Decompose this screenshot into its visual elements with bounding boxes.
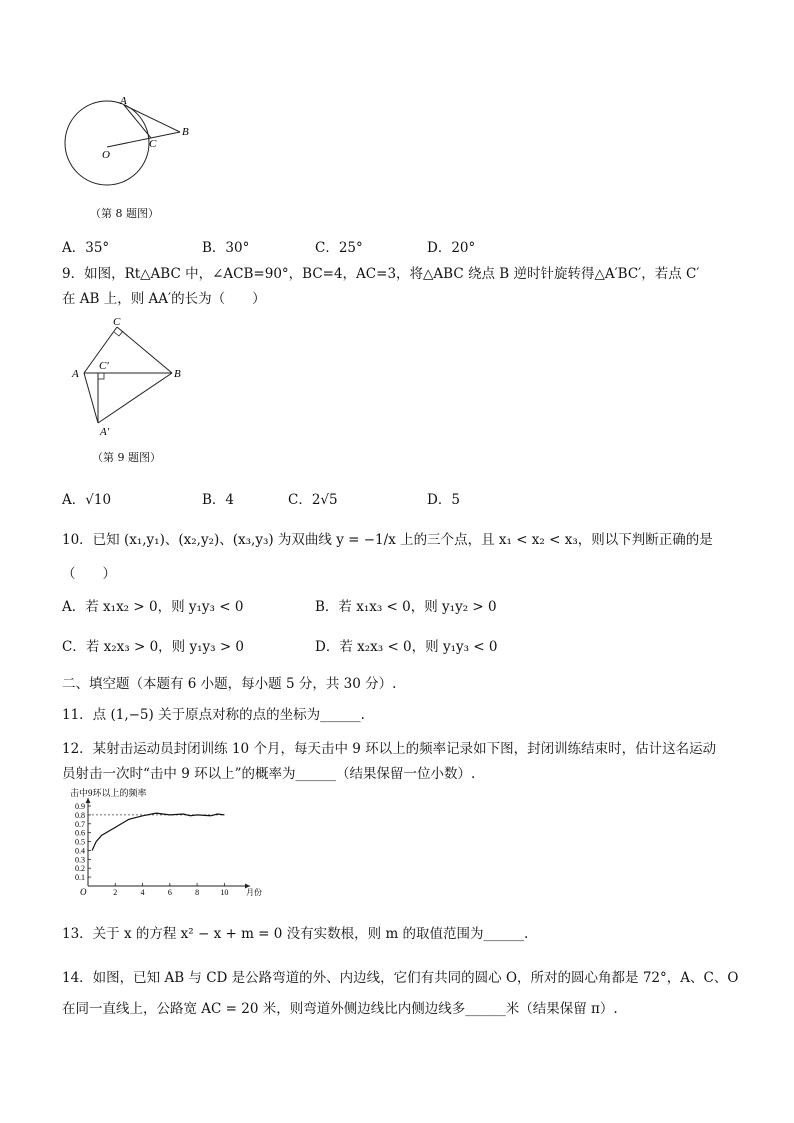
q9-option-b: B．4 [202, 492, 235, 508]
q10-text-line1: 10．已知 (x₁,y₁)、(x₂,y₂)、(x₃,y₃) 为双曲线 y = −1/x 上的三个点，且 x₁ < x₂ < x₃，则以下判断正确的是 [62, 532, 713, 548]
q9-label-cprime: C′ [99, 360, 109, 372]
q8-line-oc [107, 132, 180, 147]
y-tick-label: 0.8 [75, 810, 85, 820]
q8-label-o: O [102, 149, 110, 161]
y-tick-label: 0.3 [75, 855, 85, 865]
q9-line-cb [117, 327, 172, 373]
y-tick-label: 0.9 [75, 802, 85, 811]
q10-option-c: C．若 x₂x₃ > 0，则 y₁y₃ > 0 [62, 639, 245, 655]
q8-label-a: A [120, 95, 127, 107]
x-tick-label: 10 [220, 888, 229, 896]
q14-text-line2: 在同一直线上，公路宽 AC = 20 米，则弯道外侧边线比内侧边线多______米（结果保留 π）. [62, 1001, 618, 1017]
q9-text-line1: 9．如图，Rt△ABC 中，∠ACB=90°，BC=4，AC=3，将△ABC 绕点 B 逆时针旋转得△A′BC′，若点 C′ [62, 266, 700, 282]
x-tick-label: 8 [195, 888, 200, 896]
x-tick-label: 6 [167, 888, 172, 896]
q8-label-c: C [149, 138, 157, 150]
q8-option-b: B．30° [202, 240, 250, 256]
q10-text-line2: （ ） [62, 566, 116, 582]
chart-title: 击中9环以上的频率 [70, 788, 147, 798]
q12-chart [62, 788, 262, 896]
q9-label-c: C [113, 316, 121, 328]
y-tick-label: 0.2 [75, 864, 85, 874]
q8-option-c: C．25° [315, 240, 363, 256]
q9-label-b: B [174, 368, 181, 380]
q9-right-angle-cprime [98, 373, 104, 379]
frequency-series-line [92, 813, 224, 850]
q9-label-a: A [72, 368, 79, 380]
q11-text: 11．点 (1,−5) 关于原点对称的点的坐标为______. [62, 707, 365, 723]
q8-line-ac [124, 105, 151, 138]
q9-option-d: D．5 [427, 492, 460, 508]
q12-text-line2: 员射击一次时“击中 9 环以上”的概率为______（结果保留一位小数）. [62, 766, 476, 782]
y-tick-label: 0.7 [75, 819, 85, 829]
q14-text-line1: 14．如图，已知 AB 与 CD 是公路弯道的外、内边线，它们有共同的圆心 O，所对的圆心角都是 72°，A、C、O [62, 970, 739, 986]
q9-option-a: A．√10 [62, 492, 112, 508]
y-tick-label: 0.1 [75, 873, 85, 883]
q13-text: 13．关于 x 的方程 x² − x + m = 0 没有实数根，则 m 的取值范围为______. [62, 926, 529, 942]
q8-circle [65, 101, 149, 185]
x-axis-label: 月份 [246, 888, 262, 896]
q9-figure [62, 315, 192, 440]
q10-option-d: D．若 x₂x₃ < 0，则 y₁y₃ < 0 [315, 639, 498, 655]
q8-option-a: A．35° [62, 240, 110, 256]
q8-label-b: B [182, 126, 189, 138]
q9-label-aprime: A′ [100, 426, 110, 438]
q9-caption: （第 9 题图） [92, 451, 161, 464]
q9-text-line2: 在 AB 上，则 AA′的长为（ ） [62, 291, 266, 307]
q9-line-aprime-b [98, 373, 172, 423]
x-tick-label: 4 [140, 888, 145, 896]
origin-label: O [80, 887, 87, 896]
q9-line-a-aprime [84, 373, 98, 423]
y-tick-label: 0.5 [75, 837, 85, 847]
q12-text-line1: 12．某射击运动员封闭训练 10 个月，每天击中 9 环以上的频率记录如下图，封闭训练结束时，估计这名运动 [62, 741, 717, 757]
x-tick-label: 2 [113, 888, 118, 896]
y-tick-label: 0.4 [75, 846, 85, 856]
q8-figure [62, 95, 202, 195]
y-axis-arrow [86, 798, 91, 803]
q10-option-a: A．若 x₁x₂ > 0，则 y₁y₃ < 0 [62, 599, 244, 615]
q8-line-ab [124, 105, 180, 132]
q8-caption: （第 8 题图） [90, 207, 159, 220]
q9-option-c: C．2√5 [288, 492, 338, 508]
q10-option-b: B．若 x₁x₃ < 0，则 y₁y₂ > 0 [315, 599, 497, 615]
section2-heading: 二、填空题（本题有 6 小题，每小题 5 分，共 30 分）. [62, 676, 397, 692]
q9-right-angle-c [114, 331, 123, 336]
q8-option-d: D．20° [427, 240, 476, 256]
y-tick-label: 0.6 [75, 828, 85, 838]
